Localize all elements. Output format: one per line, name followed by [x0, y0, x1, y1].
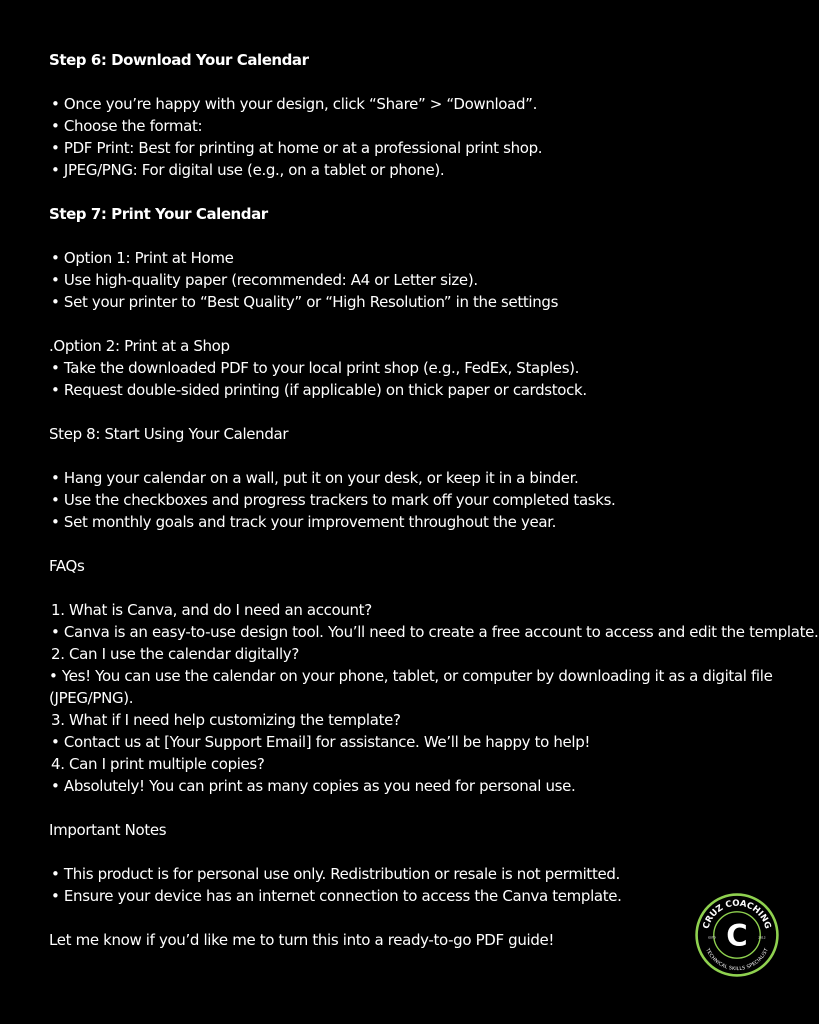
- step8-line: • Set monthly goals and track your improvement throughout the year.: [51, 513, 557, 531]
- step6-line: • Choose the format:: [51, 117, 203, 135]
- option2-line: • Take the downloaded PDF to your local print shop (e.g., FedEx, Staples).: [51, 359, 580, 377]
- notes-line: • This product is for personal use only. Redistribution or resale is not permitted.: [51, 865, 620, 883]
- step8-line: • Hang your calendar on a wall, put it on your desk, or keep it in a binder.: [51, 469, 579, 487]
- step7-line: • Use high-quality paper (recommended: A4 or Letter size).: [51, 271, 478, 289]
- faq-answer-3: • Contact us at [Your Support Email] for assistance. We’ll be happy to help!: [51, 733, 591, 751]
- spacer: [49, 533, 819, 555]
- closing-line: Let me know if you’d like me to turn this into a ready-to-go PDF guide!: [49, 931, 555, 949]
- spacer: [49, 313, 819, 335]
- logo-bottom-text: TECHNICAL SKILLS SPECIALIST: [704, 947, 770, 973]
- logo-est-text: ESTD: [708, 935, 716, 940]
- spacer: [49, 841, 819, 863]
- faq-question-3: 3. What if I need help customizing the template?: [51, 711, 401, 729]
- step8-heading: Step 8: Start Using Your Calendar: [49, 425, 289, 443]
- spacer: [49, 797, 819, 819]
- faqs-heading: FAQs: [49, 557, 85, 575]
- spacer: [49, 181, 819, 203]
- faq-answer-4: • Absolutely! You can print as many copies as you need for personal use.: [51, 777, 576, 795]
- spacer: [49, 577, 819, 599]
- step6-heading: Step 6: Download Your Calendar: [49, 51, 309, 69]
- spacer: [49, 445, 819, 467]
- faq-question-2: 2. Can I use the calendar digitally?: [51, 645, 299, 663]
- logo-top-text: CRUZ COACHING: [701, 898, 773, 931]
- option2-title: .Option 2: Print at a Shop: [49, 337, 230, 355]
- step7-line: • Option 1: Print at Home: [51, 249, 234, 267]
- option2-line: • Request double-sided printing (if applicable) on thick paper or cardstock.: [51, 381, 587, 399]
- logo-year-text: 2012: [758, 935, 766, 940]
- cruz-coaching-logo: [694, 892, 780, 978]
- faq-question-1: 1. What is Canva, and do I need an account?: [51, 601, 372, 619]
- step6-line: • PDF Print: Best for printing at home or at a professional print shop.: [51, 139, 543, 157]
- step6-line: • Once you’re happy with your design, click “Share” > “Download”.: [51, 95, 537, 113]
- faq-answer-2: • Yes! You can use the calendar on your phone, tablet, or computer by downloading it as a digital file (JPEG/PNG).: [49, 667, 773, 707]
- faq-question-4: 4. Can I print multiple copies?: [51, 755, 265, 773]
- spacer: [49, 71, 819, 93]
- spacer: [49, 225, 819, 247]
- faq-answer-1: • Canva is an easy-to-use design tool. You’ll need to create a free account to access and edit the template.: [51, 623, 819, 641]
- step7-heading: Step 7: Print Your Calendar: [49, 205, 268, 223]
- notes-heading: Important Notes: [49, 821, 167, 839]
- step7-line: • Set your printer to “Best Quality” or “High Resolution” in the settings: [51, 293, 559, 311]
- document-content: [49, 49, 819, 951]
- step8-line: • Use the checkboxes and progress trackers to mark off your completed tasks.: [51, 491, 616, 509]
- notes-line: • Ensure your device has an internet connection to access the Canva template.: [51, 887, 622, 905]
- logo-letter: C: [726, 918, 748, 953]
- spacer: [49, 401, 819, 423]
- step6-line: • JPEG/PNG: For digital use (e.g., on a tablet or phone).: [51, 161, 445, 179]
